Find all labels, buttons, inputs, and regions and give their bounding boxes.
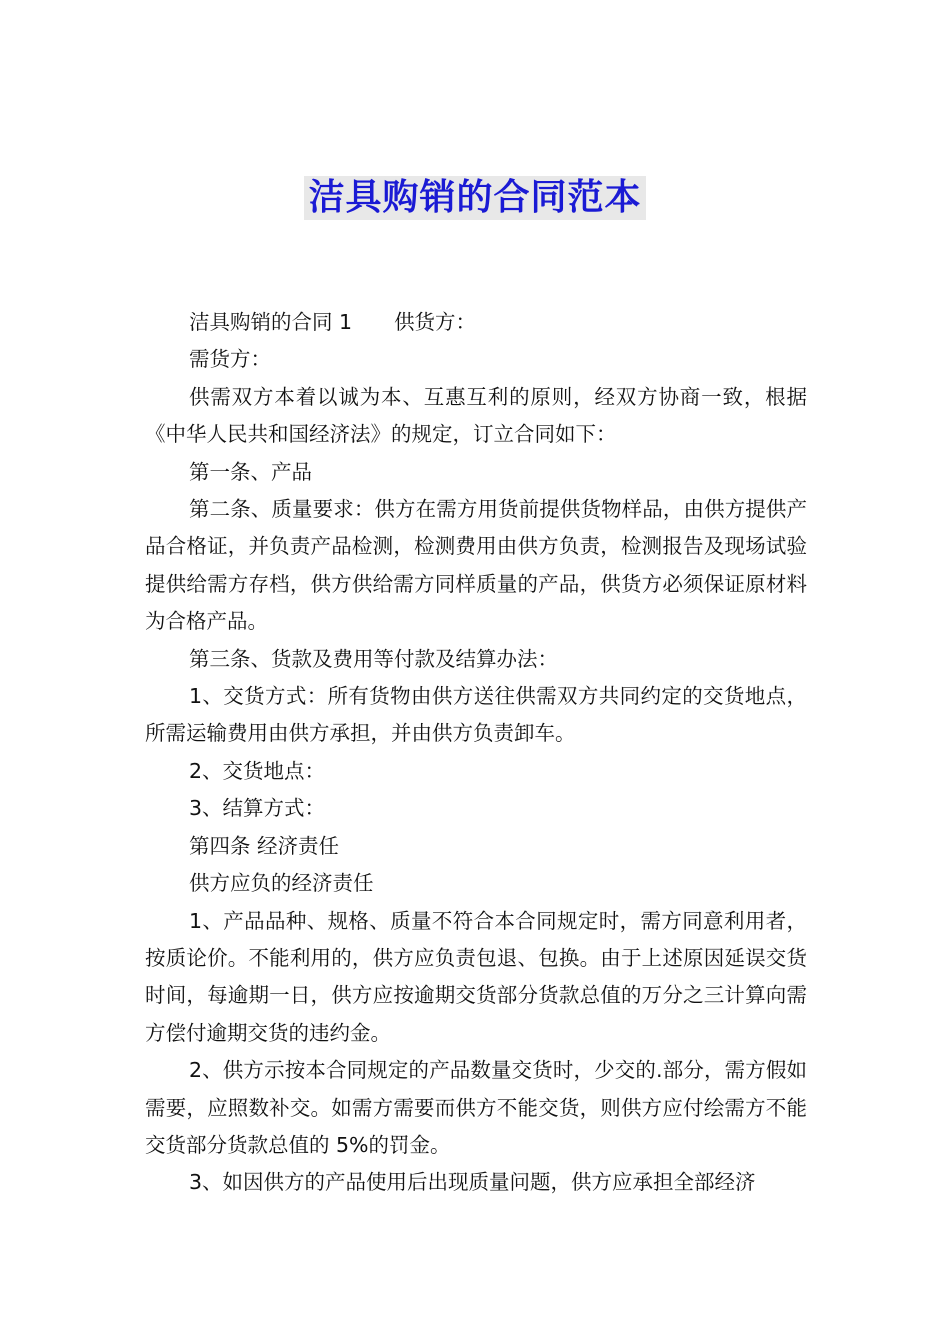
paragraph-settlement: 3、结算方式： [189,796,326,821]
paragraph-article-2: 第二条、质量要求：供方在需方用货前提供货物样品，由供方提供产品合格证，并负责产品检测，检测费用由供方负责，检测报告及现场试验提供给需方存档，供方供给需方同样质量的产品，供货方必须保证原材料为合格产品。 [145,497,807,634]
document-title: 洁具购销的合同范本 [304,176,645,220]
header-line [145,304,807,341]
title-wrap [0,176,950,220]
contract-number-label: 洁具购销的合同 1 [189,310,353,334]
paragraph-article-1: 第一条、产品 [189,459,312,484]
paragraph-liability-3: 3、如因供方的产品使用后出现质量问题，供方应承担全部经济 [189,1170,756,1195]
paragraph-supplier-liability: 供方应负的经济责任 [189,871,374,896]
paragraph-liability-2: 2、供方示按本合同规定的产品数量交货时，少交的.部分，需方假如需要，应照数补交。如需方需要而供方不能交货，则供方应付绘需方不能交货部分货款总值的 5%的罚金。 [145,1058,807,1157]
paragraph-preamble: 供需双方本着以诚为本、互惠互利的原则，经双方协商一致，根据《中华人民共和国经济法》的规定，订立合同如下： [145,384,807,447]
paragraph-delivery-method: 1、交货方式：所有货物由供方送往供需双方共同约定的交货地点，所需运输费用由供方承担，并由供方负责卸车。 [145,684,807,746]
paragraph-article-3: 第三条、货款及费用等付款及结算办法： [189,646,558,671]
paragraph-delivery-place: 2、交货地点： [189,758,326,783]
supplier-label: 供货方： [394,310,477,334]
paragraph-liability-1: 1、产品品种、规格、质量不符合本合同规定时，需方同意利用者，按质论价。不能利用的，供方应负责包退、包换。由于上述原因延误交货时间，每逾期一日，供方应按逾期交货部分货款总值的万分之三计算向需方偿付逾期交货的违约金。 [145,908,807,1045]
paragraph-buyer: 需货方： [189,347,271,372]
document-body [145,304,807,1202]
paragraph-article-4: 第四条 经济责任 [189,833,340,858]
